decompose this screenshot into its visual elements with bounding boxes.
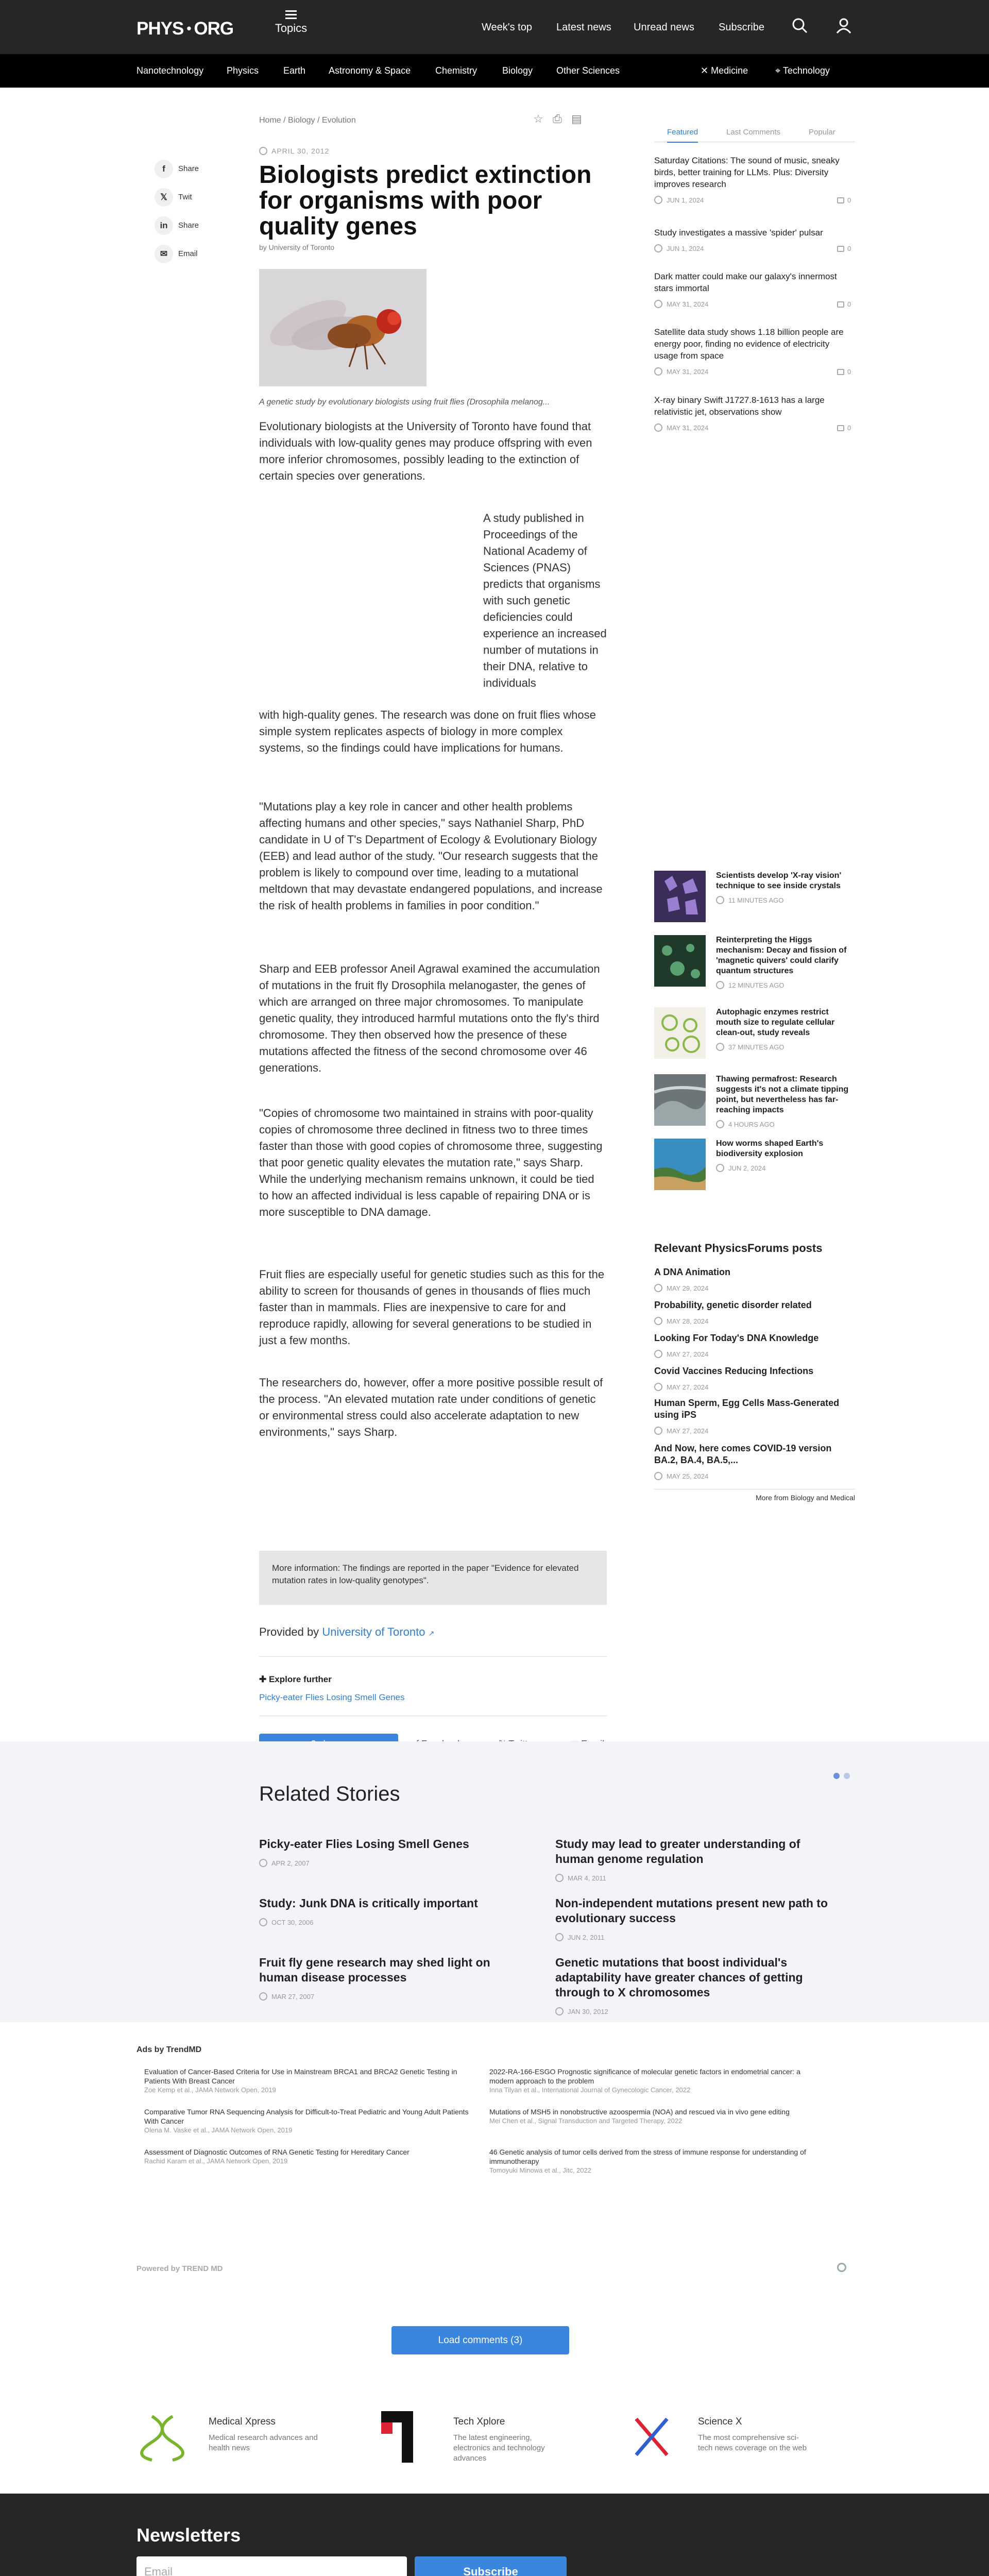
medicine-icon: ✕ — [701, 65, 711, 76]
forum-post[interactable]: And Now, here comes COVID-19 version BA.2, BA.4, BA.5,... MAY 25, 2024 — [654, 1443, 832, 1480]
forum-post[interactable]: Human Sperm, Egg Cells Mass-Generated using iPS MAY 27, 2024 — [654, 1398, 840, 1435]
latest-story[interactable]: Thawing permafrost: Research suggests it's not a climate tipping point, but nevertheless has far-reaching impacts 4 HOURS AGO — [716, 1075, 849, 1128]
clock-icon — [654, 1350, 662, 1358]
share-email-side[interactable]: ✉ Email — [155, 245, 216, 263]
related-story[interactable]: Study: Junk DNA is critically important OCT 30, 2006 — [259, 1896, 478, 1926]
share-linkedin-side[interactable]: in Share — [155, 216, 216, 235]
forum-post[interactable]: Probability, genetic disorder related MAY 28, 2024 — [654, 1300, 812, 1325]
clock-icon — [654, 1317, 662, 1325]
crystal-thumbnail[interactable] — [654, 871, 706, 922]
article-paragraph: Sharp and EEB professor Aneil Agrawal examined the accumulation of mutations in the fruit fly Drosophila melanogaster, the genes of which are arranged on three major chromosomes. To manipulate genetic quality, they introduced harmful mutations onto the fly's third chromosome. They then observed how the presence of these mutations affected the fitness of the second chromosome over 46 generations. — [259, 962, 600, 1074]
dna-icon — [137, 2411, 188, 2463]
tab-last-comments[interactable]: Last Comments — [726, 128, 781, 137]
clock-icon — [654, 1472, 662, 1480]
topics-menu-button[interactable]: Topics — [273, 10, 309, 35]
category-technology[interactable]: ⌖ Technology — [775, 65, 830, 76]
clock-icon — [716, 1120, 724, 1128]
article-paragraph: with high-quality genes. The research was done on fruit flies whose simple system replicates aspects of biology in more complex systems, so the findings could have implications for humans. — [259, 708, 596, 754]
newsletters-heading: Newsletters — [137, 2524, 241, 2546]
clock-icon — [259, 1918, 267, 1926]
article-paragraph: Fruit flies are especially useful for genetic studies such as this for the ability to screen for thousands of genes in thousands of flies much faster than in mammals. Flies are inexpensive to care for and reproduce rapidly, allowing for several generations to be studied in just a few months. — [259, 1268, 605, 1347]
carousel-dot[interactable] — [844, 1773, 850, 1779]
related-stories-heading: Related Stories — [259, 1783, 400, 1805]
load-comments-button[interactable]: Load comments (3) — [391, 2326, 569, 2354]
category-bar — [0, 54, 989, 88]
related-story[interactable]: Study may lead to greater understanding of human genome regulation MAR 4, 2011 — [555, 1837, 800, 1882]
higgs-thumbnail[interactable] — [654, 935, 706, 987]
ads-heading: Ads by TrendMD — [137, 2045, 202, 2054]
article-paragraph-aside: A study published in Proceedings of the National Academy of Sciences (PNAS) predicts that organisms with such genetic deficiencies could experience an increased number of mutations in their DNA, relative to individuals — [483, 512, 607, 689]
fruit-fly-image[interactable] — [259, 269, 427, 386]
clock-icon — [654, 367, 662, 376]
comment-icon — [837, 246, 844, 252]
breadcrumb-evolution[interactable]: Evolution — [321, 116, 356, 125]
featured-item[interactable]: Saturday Citations: The sound of music, sneaky birds, better training for LLMs. Plus: Diversity improves research JUN 1, 2024 0 — [654, 156, 851, 204]
related-stories-section — [0, 1741, 989, 2022]
ad-item[interactable]: Mutations of MSH5 in nonobstructive azoospermia (NOA) and rescued via in vivo gene editing Mei Chen et al., Signal Transduction and Targeted Therapy, 2022 — [489, 2108, 790, 2125]
related-story[interactable]: Genetic mutations that boost individual's adaptability have greater chances of getting through to X chromosomes JAN 30, 2012 — [555, 1956, 803, 2015]
gear-icon[interactable] — [837, 2263, 846, 2272]
clock-icon — [654, 1284, 662, 1292]
latest-story[interactable]: Reinterpreting the Higgs mechanism: Decay and fission of 'magnetic quivers' could clarify quantum structures 12 MINUTES AGO — [716, 936, 847, 989]
clock-icon — [654, 1427, 662, 1435]
article-date: APRIL 30, 2012 — [259, 147, 329, 155]
pdf-icon[interactable]: ▤ — [571, 112, 582, 125]
tab-featured[interactable]: Featured — [667, 128, 698, 143]
comment-icon — [837, 369, 844, 375]
clock-icon — [555, 1874, 564, 1882]
breadcrumb-home[interactable]: Home — [259, 116, 281, 125]
category-physics[interactable]: Physics — [227, 65, 259, 76]
article-paragraph: Evolutionary biologists at the University of Toronto have found that individuals with low-quality genes may produce offspring with even more inferior chromosomes, possibly leading to the extinction of certain species over generations. — [259, 420, 592, 482]
clock-icon — [716, 1043, 724, 1051]
nav-subscribe[interactable]: Subscribe — [719, 22, 764, 33]
nav-latest-news[interactable]: Latest news — [556, 22, 611, 33]
ad-item[interactable]: Evaluation of Cancer-Based Criteria for Use in Mainstream BRCA1 and BRCA2 Genetic Testing in Patients With Breast Cancer Zoe Kemp et al., JAMA Network Open, 2019 — [144, 2067, 457, 2094]
technology-icon: ⌖ — [775, 65, 783, 76]
forum-post[interactable]: Looking For Today's DNA Knowledge MAY 27, 2024 — [654, 1333, 819, 1358]
sidebar-tabs — [654, 124, 855, 142]
category-chemistry[interactable]: Chemistry — [435, 65, 478, 76]
clock-icon — [259, 1859, 267, 1867]
article-title: Biologists predict extinction for organisms with poor quality genes — [259, 161, 592, 240]
print-icon[interactable]: ⎙ — [553, 112, 562, 125]
nav-unread-news[interactable]: Unread news — [634, 22, 694, 33]
email-icon: ✉ — [155, 245, 173, 263]
nav-weeks-top[interactable]: Week's top — [482, 22, 532, 33]
ad-item[interactable]: Assessment of Diagnostic Outcomes of RNA Genetic Testing for Hereditary Cancer Rachid Karam et al., JAMA Network Open, 2019 — [144, 2148, 410, 2165]
comment-icon — [837, 301, 844, 308]
subscribe-button[interactable]: Subscribe — [415, 2556, 567, 2576]
tech-xplore-logo — [381, 2411, 433, 2463]
share-facebook-side[interactable]: f Share — [155, 160, 216, 178]
article-byline: by University of Toronto — [259, 243, 335, 251]
clock-icon — [716, 896, 724, 904]
powered-by-trendmd[interactable]: Powered by TREND MD — [137, 2264, 223, 2273]
email-input[interactable]: Email — [137, 2556, 407, 2576]
trendmd-ads — [137, 2045, 852, 2055]
clock-icon — [259, 1992, 267, 2001]
category-nanotechnology[interactable]: Nanotechnology — [137, 65, 204, 76]
tab-popular[interactable]: Popular — [809, 128, 835, 137]
physicsforums-heading: Relevant PhysicsForums posts — [654, 1242, 823, 1255]
image-caption: A genetic study by evolutionary biologists using fruit flies (Drosophila melanog... — [259, 398, 550, 406]
clock-icon — [716, 981, 724, 989]
comment-icon — [837, 425, 844, 431]
clock-icon — [259, 147, 267, 155]
more-from-biology-link[interactable]: More from Biology and Medical — [654, 1489, 855, 1502]
category-biology[interactable]: Biology — [502, 65, 533, 76]
ad-item[interactable]: Comparative Tumor RNA Sequencing Analysis for Difficult-to-Treat Pediatric and Young Adult Patients With Cancer Olena M. Vaske et al., JAMA Network Open, 2019 — [144, 2108, 469, 2134]
related-story[interactable]: Fruit fly gene research may shed light on human disease processes MAR 27, 2007 — [259, 1956, 490, 2001]
article-paragraph: "Copies of chromosome two maintained in strains with poor-quality copies of chromosome three declined in fitness two to three times faster than those with good copies of chromosome three, suggesting that poor genetic quality elevates the mutation rate," says Sharp. While the underlying mechanism remains unknown, it could be tied to how an affected individual is less capable of repairing DNA or is more susceptible to DNA damage. — [259, 1107, 603, 1218]
featured-item[interactable]: X-ray binary Swift J1727.8-1613 has a large relativistic jet, observations show MAY 31, 2024 0 — [654, 395, 851, 432]
featured-item[interactable]: Satellite data study shows 1.18 billion people are energy poor, finding no evidence of electricity usage from space MAY 31, 2024 0 — [654, 327, 851, 376]
article-tools — [533, 112, 582, 126]
clock-icon — [555, 1933, 564, 1941]
category-other-sciences[interactable]: Other Sciences — [556, 65, 620, 76]
carousel-dots[interactable] — [829, 1772, 850, 1782]
divider — [259, 1656, 607, 1657]
more-information-box: More information: The findings are reported in the paper "Evidence for elevated mutation rates in low-quality genotypes". — [259, 1551, 607, 1605]
carousel-dot-active[interactable] — [833, 1773, 840, 1779]
permafrost-thumbnail[interactable] — [654, 1074, 706, 1126]
autophagy-thumbnail[interactable] — [654, 1007, 706, 1059]
provider-link[interactable]: University of Toronto — [322, 1625, 425, 1638]
clock-icon — [654, 244, 662, 252]
article-paragraph: The researchers do, however, offer a more positive possible result of the process. "An elevated mutation rate under conditions of genetic or environmental stress could also accelerate adaptation to new environments," says Sharp. — [259, 1376, 603, 1438]
latest-story[interactable]: Scientists develop 'X-ray vision' technique to see inside crystals 11 MINUTES AGO — [716, 871, 842, 904]
latest-story[interactable]: How worms shaped Earth's biodiversity explosion JUN 2, 2024 — [716, 1139, 824, 1172]
ad-item[interactable]: 46 Genetic analysis of tumor cells derived from the stress of immune response for understanding of immunotherapy Tomoyuki Minowa et al., Jitc, 2022 — [489, 2148, 806, 2174]
site-footer — [0, 2494, 989, 2576]
plus-icon: ✚ — [259, 1674, 269, 1684]
category-medicine[interactable]: ✕ Medicine — [701, 65, 748, 76]
facebook-icon: f — [155, 160, 173, 178]
user-icon[interactable] — [834, 16, 853, 35]
worms-thumbnail[interactable] — [654, 1139, 706, 1190]
site-logo[interactable]: PHYS • ORG — [137, 19, 234, 39]
clock-icon — [654, 1383, 662, 1391]
category-earth[interactable]: Earth — [283, 65, 306, 76]
clock-icon — [716, 1164, 724, 1172]
bookmark-icon[interactable]: ☆ — [533, 112, 543, 125]
twitter-icon: 𝕏 — [155, 188, 173, 207]
category-astronomy-space[interactable]: Astronomy & Space — [329, 65, 411, 76]
breadcrumb-biology[interactable]: Biology — [288, 116, 315, 125]
search-icon[interactable] — [791, 16, 809, 35]
share-twitter-side[interactable]: 𝕏 Twit — [155, 188, 216, 207]
provided-by: Provided by University of Toronto ↗ — [259, 1625, 435, 1638]
forum-post[interactable]: Covid Vaccines Reducing Infections MAY 27, 2024 — [654, 1366, 814, 1391]
explore-further-link[interactable]: Picky-eater Flies Losing Smell Genes — [259, 1692, 405, 1702]
science-x-logo — [626, 2411, 677, 2463]
forum-post[interactable]: A DNA Animation MAY 29, 2024 — [654, 1267, 730, 1292]
main-content — [0, 88, 989, 1736]
clock-icon — [654, 300, 662, 308]
linkedin-icon: in — [155, 216, 173, 235]
related-story[interactable]: Picky-eater Flies Losing Smell Genes APR 2, 2007 — [259, 1837, 469, 1867]
clock-icon — [654, 196, 662, 204]
breadcrumb: Home / Biology / Evolution — [259, 116, 356, 125]
clock-icon — [654, 423, 662, 432]
external-link-icon: ↗ — [428, 1629, 435, 1637]
related-story[interactable]: Non-independent mutations present new path to evolutionary success JUN 2, 2011 — [555, 1896, 828, 1941]
clock-icon — [555, 2007, 564, 2015]
site-header — [0, 0, 989, 54]
hamburger-icon — [285, 10, 297, 19]
explore-further-heading: ✚ Explore further — [259, 1674, 332, 1684]
featured-item[interactable]: Dark matter could make our galaxy's innermost stars immortal MAY 31, 2024 0 — [654, 272, 851, 308]
featured-item[interactable]: Study investigates a massive 'spider' pulsar JUN 1, 2024 0 — [654, 228, 851, 252]
latest-story[interactable]: Autophagic enzymes restrict mouth size to regulate cellular clean-out, study reveals 37 MINUTES AGO — [716, 1008, 835, 1051]
ad-item[interactable]: 2022-RA-166-ESGO Prognostic significance of molecular genetic factors in endometrial cancer: a modern approach to the problem Inna Tilyan et al., International Journal of Gynecologic Cancer, 2022 — [489, 2067, 800, 2094]
comment-icon — [837, 197, 844, 204]
article-paragraph: "Mutations play a key role in cancer and other health problems affecting humans and other species," says Nathaniel Sharp, PhD candidate in U of T's Department of Ecology & Evolutionary Biology (EEB) and lead author of the study. "Our research suggests that the problem is likely to compound over time, leading to a mutational meltdown that may devastate endangered populations, and increase the risk of health problems in families in poor condition." — [259, 800, 603, 912]
